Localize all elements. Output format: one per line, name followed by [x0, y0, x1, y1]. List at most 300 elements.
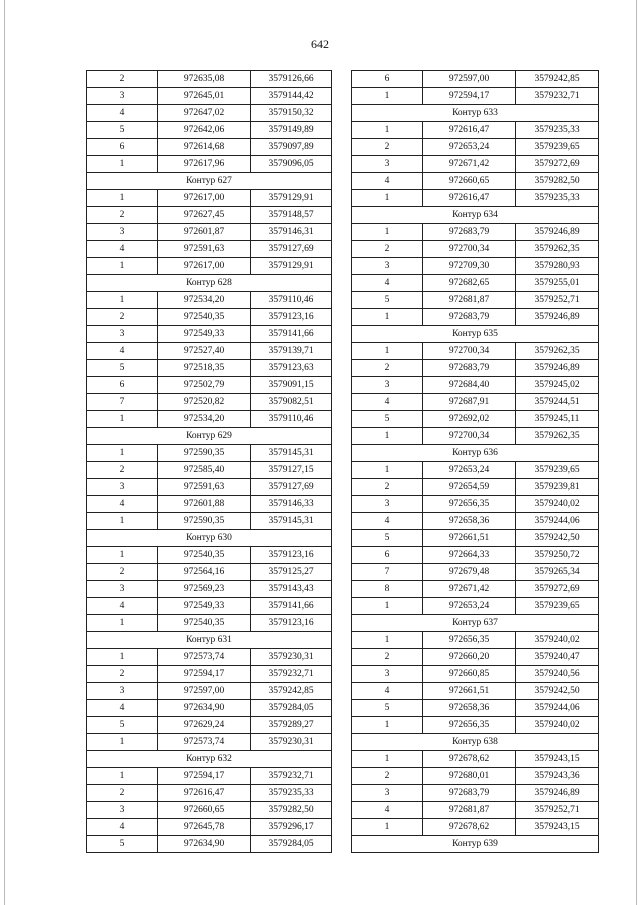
y-coordinate-cell: 3579150,32: [251, 105, 332, 122]
y-coordinate-cell: 3579246,89: [516, 785, 599, 802]
x-coordinate-cell: 972700,34: [423, 241, 516, 258]
x-coordinate-cell: 972709,30: [423, 258, 516, 275]
x-coordinate-cell: 972549,33: [158, 326, 251, 343]
point-number-cell: 2: [87, 666, 158, 683]
point-number-cell: 3: [352, 258, 423, 275]
table-row: [352, 241, 599, 258]
table-row: [352, 411, 599, 428]
y-coordinate-cell: 3579244,06: [516, 513, 599, 530]
table-row: [352, 360, 599, 377]
y-coordinate-cell: 3579242,50: [516, 530, 599, 547]
table-row: [87, 105, 332, 122]
x-coordinate-cell: 972591,63: [158, 241, 251, 258]
y-coordinate-cell: 3579125,27: [251, 564, 332, 581]
x-coordinate-cell: 972679,48: [423, 564, 516, 581]
x-coordinate-cell: 972684,40: [423, 377, 516, 394]
table-row: [352, 173, 599, 190]
point-number-cell: 5: [352, 292, 423, 309]
table-row: [352, 581, 599, 598]
point-number-cell: 1: [352, 819, 423, 836]
table-row: [87, 734, 332, 751]
x-coordinate-cell: 972616,47: [423, 122, 516, 139]
contour-title: Контур 630: [87, 530, 332, 547]
y-coordinate-cell: 3579246,89: [516, 224, 599, 241]
y-coordinate-cell: 3579289,27: [251, 717, 332, 734]
table-row: [87, 326, 332, 343]
table-row: [352, 530, 599, 547]
table-row: [352, 547, 599, 564]
y-coordinate-cell: 3579239,65: [516, 598, 599, 615]
point-number-cell: 3: [352, 156, 423, 173]
y-coordinate-cell: 3579243,15: [516, 751, 599, 768]
table-row: [87, 513, 332, 530]
point-number-cell: 2: [352, 649, 423, 666]
point-number-cell: 1: [352, 224, 423, 241]
point-number-cell: 1: [87, 547, 158, 564]
table-row: [87, 462, 332, 479]
point-number-cell: 5: [87, 360, 158, 377]
point-number-cell: 4: [352, 173, 423, 190]
table-row: [87, 241, 332, 258]
x-coordinate-cell: 972627,45: [158, 207, 251, 224]
x-coordinate-cell: 972601,87: [158, 224, 251, 241]
y-coordinate-cell: 3579245,11: [516, 411, 599, 428]
table-row: [87, 122, 332, 139]
contour-title: Контур 631: [87, 632, 332, 649]
table-row: [352, 717, 599, 734]
y-coordinate-cell: 3579230,31: [251, 734, 332, 751]
y-coordinate-cell: 3579240,02: [516, 632, 599, 649]
point-number-cell: 1: [352, 122, 423, 139]
contour-header-row: [352, 445, 599, 462]
x-coordinate-cell: 972601,88: [158, 496, 251, 513]
contour-header-row: [352, 105, 599, 122]
contour-title: Контур 632: [87, 751, 332, 768]
y-coordinate-cell: 3579235,33: [516, 122, 599, 139]
scan-edge-left: [4, 0, 5, 905]
x-coordinate-cell: 972520,82: [158, 394, 251, 411]
point-number-cell: 4: [87, 496, 158, 513]
point-number-cell: 1: [87, 445, 158, 462]
table-row: [87, 615, 332, 632]
point-number-cell: 1: [352, 88, 423, 105]
point-number-cell: 2: [352, 768, 423, 785]
x-coordinate-cell: 972678,62: [423, 751, 516, 768]
y-coordinate-cell: 3579262,35: [516, 428, 599, 445]
x-coordinate-cell: 972569,23: [158, 581, 251, 598]
table-row: [352, 275, 599, 292]
table-row: [352, 377, 599, 394]
x-coordinate-cell: 972642,06: [158, 122, 251, 139]
point-number-cell: 4: [87, 598, 158, 615]
table-row: [352, 122, 599, 139]
contour-title: Контур 633: [352, 105, 599, 122]
table-row: [352, 88, 599, 105]
x-coordinate-cell: 972653,24: [423, 139, 516, 156]
x-coordinate-cell: 972573,74: [158, 649, 251, 666]
point-number-cell: 3: [352, 785, 423, 802]
x-coordinate-cell: 972564,16: [158, 564, 251, 581]
point-number-cell: 6: [352, 71, 423, 88]
x-coordinate-cell: 972671,42: [423, 581, 516, 598]
y-coordinate-cell: 3579129,91: [251, 258, 332, 275]
contour-header-row: [352, 615, 599, 632]
y-coordinate-cell: 3579232,71: [251, 768, 332, 785]
contour-title: Контур 629: [87, 428, 332, 445]
point-number-cell: 1: [352, 343, 423, 360]
point-number-cell: 1: [87, 292, 158, 309]
table-row: [352, 700, 599, 717]
y-coordinate-cell: 3579123,16: [251, 615, 332, 632]
contour-header-row: [87, 428, 332, 445]
point-number-cell: 2: [87, 309, 158, 326]
y-coordinate-cell: 3579282,50: [516, 173, 599, 190]
table-row: [352, 598, 599, 615]
y-coordinate-cell: 3579082,51: [251, 394, 332, 411]
contour-header-row: [352, 734, 599, 751]
table-row: [87, 309, 332, 326]
y-coordinate-cell: 3579148,57: [251, 207, 332, 224]
table-row: [87, 768, 332, 785]
x-coordinate-cell: 972518,35: [158, 360, 251, 377]
table-row: [352, 513, 599, 530]
table-row: [87, 547, 332, 564]
x-coordinate-cell: 972617,00: [158, 190, 251, 207]
point-number-cell: 7: [352, 564, 423, 581]
y-coordinate-cell: 3579246,89: [516, 309, 599, 326]
y-coordinate-cell: 3579110,46: [251, 292, 332, 309]
x-coordinate-cell: 972645,78: [158, 819, 251, 836]
x-coordinate-cell: 972660,65: [423, 173, 516, 190]
x-coordinate-cell: 972534,20: [158, 292, 251, 309]
y-coordinate-cell: 3579239,65: [516, 139, 599, 156]
y-coordinate-cell: 3579242,85: [516, 71, 599, 88]
point-number-cell: 1: [352, 428, 423, 445]
point-number-cell: 4: [352, 275, 423, 292]
x-coordinate-cell: 972594,17: [158, 666, 251, 683]
point-number-cell: 3: [87, 802, 158, 819]
table-row: [352, 224, 599, 241]
y-coordinate-cell: 3579139,71: [251, 343, 332, 360]
y-coordinate-cell: 3579146,31: [251, 224, 332, 241]
point-number-cell: 2: [352, 241, 423, 258]
x-coordinate-cell: 972653,24: [423, 598, 516, 615]
table-row: [352, 462, 599, 479]
x-coordinate-cell: 972590,35: [158, 513, 251, 530]
point-number-cell: 1: [87, 768, 158, 785]
table-row: [87, 683, 332, 700]
point-number-cell: 3: [87, 683, 158, 700]
y-coordinate-cell: 3579262,35: [516, 343, 599, 360]
y-coordinate-cell: 3579240,02: [516, 496, 599, 513]
x-coordinate-cell: 972594,17: [423, 88, 516, 105]
x-coordinate-cell: 972661,51: [423, 530, 516, 547]
table-row: [87, 360, 332, 377]
point-number-cell: 3: [352, 666, 423, 683]
x-coordinate-cell: 972661,51: [423, 683, 516, 700]
x-coordinate-cell: 972573,74: [158, 734, 251, 751]
x-coordinate-cell: 972585,40: [158, 462, 251, 479]
x-coordinate-cell: 972682,65: [423, 275, 516, 292]
x-coordinate-cell: 972634,90: [158, 700, 251, 717]
point-number-cell: 4: [87, 819, 158, 836]
y-coordinate-cell: 3579091,15: [251, 377, 332, 394]
point-number-cell: 4: [87, 700, 158, 717]
point-number-cell: 5: [352, 530, 423, 547]
point-number-cell: 3: [87, 224, 158, 241]
point-number-cell: 1: [352, 598, 423, 615]
x-coordinate-cell: 972681,87: [423, 802, 516, 819]
point-number-cell: 1: [87, 615, 158, 632]
x-coordinate-cell: 972540,35: [158, 309, 251, 326]
table-row: [352, 394, 599, 411]
contour-title: Контур 628: [87, 275, 332, 292]
x-coordinate-cell: 972502,79: [158, 377, 251, 394]
table-row: [352, 768, 599, 785]
x-coordinate-cell: 972647,02: [158, 105, 251, 122]
y-coordinate-cell: 3579123,16: [251, 547, 332, 564]
table-row: [87, 292, 332, 309]
x-coordinate-cell: 972597,00: [158, 683, 251, 700]
x-coordinate-cell: 972540,35: [158, 547, 251, 564]
point-number-cell: 2: [87, 207, 158, 224]
left-column: [86, 70, 332, 853]
x-coordinate-cell: 972656,35: [423, 632, 516, 649]
y-coordinate-cell: 3579284,05: [251, 700, 332, 717]
point-number-cell: 3: [87, 326, 158, 343]
table-row: [87, 71, 332, 88]
table-row: [87, 581, 332, 598]
point-number-cell: 1: [87, 258, 158, 275]
contour-title: Контур 639: [352, 836, 599, 853]
table-row: [352, 190, 599, 207]
contour-header-row: [87, 632, 332, 649]
contour-title: Контур 638: [352, 734, 599, 751]
point-number-cell: 4: [87, 241, 158, 258]
x-coordinate-cell: 972683,79: [423, 785, 516, 802]
table-row: [87, 564, 332, 581]
y-coordinate-cell: 3579235,33: [516, 190, 599, 207]
x-coordinate-cell: 972656,35: [423, 496, 516, 513]
y-coordinate-cell: 3579145,31: [251, 445, 332, 462]
x-coordinate-cell: 972645,01: [158, 88, 251, 105]
x-coordinate-cell: 972683,79: [423, 360, 516, 377]
contour-title: Контур 627: [87, 173, 332, 190]
y-coordinate-cell: 3579239,81: [516, 479, 599, 496]
point-number-cell: 1: [352, 751, 423, 768]
table-row: [352, 292, 599, 309]
y-coordinate-cell: 3579123,63: [251, 360, 332, 377]
x-coordinate-cell: 972658,36: [423, 700, 516, 717]
x-coordinate-cell: 972700,34: [423, 428, 516, 445]
table-row: [352, 564, 599, 581]
table-row: [87, 190, 332, 207]
point-number-cell: 6: [87, 139, 158, 156]
point-number-cell: 4: [352, 802, 423, 819]
y-coordinate-cell: 3579282,50: [251, 802, 332, 819]
y-coordinate-cell: 3579240,56: [516, 666, 599, 683]
x-coordinate-cell: 972687,91: [423, 394, 516, 411]
y-coordinate-cell: 3579149,89: [251, 122, 332, 139]
y-coordinate-cell: 3579262,35: [516, 241, 599, 258]
y-coordinate-cell: 3579097,89: [251, 139, 332, 156]
point-number-cell: 1: [352, 632, 423, 649]
y-coordinate-cell: 3579141,66: [251, 598, 332, 615]
y-coordinate-cell: 3579123,16: [251, 309, 332, 326]
point-number-cell: 1: [87, 156, 158, 173]
x-coordinate-cell: 972658,36: [423, 513, 516, 530]
point-number-cell: 1: [87, 649, 158, 666]
x-coordinate-cell: 972591,63: [158, 479, 251, 496]
table-row: [87, 258, 332, 275]
x-coordinate-cell: 972534,20: [158, 411, 251, 428]
table-row: [352, 632, 599, 649]
y-coordinate-cell: 3579126,66: [251, 71, 332, 88]
table-row: [87, 666, 332, 683]
y-coordinate-cell: 3579230,31: [251, 649, 332, 666]
table-row: [87, 156, 332, 173]
y-coordinate-cell: 3579110,46: [251, 411, 332, 428]
table-row: [352, 683, 599, 700]
x-coordinate-cell: 972549,33: [158, 598, 251, 615]
y-coordinate-cell: 3579141,66: [251, 326, 332, 343]
table-row: [87, 496, 332, 513]
x-coordinate-cell: 972527,40: [158, 343, 251, 360]
contour-header-row: [87, 530, 332, 547]
table-row: [87, 819, 332, 836]
table-row: [87, 802, 332, 819]
right-column: [351, 70, 599, 853]
table-row: [87, 377, 332, 394]
table-row: [352, 666, 599, 683]
x-coordinate-cell: 972617,96: [158, 156, 251, 173]
table-row: [352, 309, 599, 326]
table-row: [352, 751, 599, 768]
x-coordinate-cell: 972678,62: [423, 819, 516, 836]
point-number-cell: 2: [87, 71, 158, 88]
point-number-cell: 5: [352, 700, 423, 717]
y-coordinate-cell: 3579235,33: [251, 785, 332, 802]
point-number-cell: 5: [352, 411, 423, 428]
y-coordinate-cell: 3579239,65: [516, 462, 599, 479]
table-row: [87, 139, 332, 156]
x-coordinate-cell: 972681,87: [423, 292, 516, 309]
contour-header-row: [87, 751, 332, 768]
y-coordinate-cell: 3579250,72: [516, 547, 599, 564]
point-number-cell: 2: [87, 785, 158, 802]
point-number-cell: 1: [87, 513, 158, 530]
point-number-cell: 2: [352, 360, 423, 377]
table-row: [352, 343, 599, 360]
y-coordinate-cell: 3579272,69: [516, 581, 599, 598]
point-number-cell: 3: [352, 377, 423, 394]
point-number-cell: 4: [352, 683, 423, 700]
point-number-cell: 2: [352, 139, 423, 156]
contour-title: Контур 635: [352, 326, 599, 343]
x-coordinate-cell: 972590,35: [158, 445, 251, 462]
point-number-cell: 7: [87, 394, 158, 411]
x-coordinate-cell: 972653,24: [423, 462, 516, 479]
point-number-cell: 3: [352, 496, 423, 513]
x-coordinate-cell: 972656,35: [423, 717, 516, 734]
y-coordinate-cell: 3579246,89: [516, 360, 599, 377]
point-number-cell: 1: [87, 734, 158, 751]
point-number-cell: 8: [352, 581, 423, 598]
table-row: [87, 479, 332, 496]
table-row: [352, 156, 599, 173]
y-coordinate-cell: 3579146,33: [251, 496, 332, 513]
table-row: [352, 819, 599, 836]
y-coordinate-cell: 3579245,02: [516, 377, 599, 394]
point-number-cell: 1: [352, 717, 423, 734]
point-number-cell: 3: [87, 88, 158, 105]
x-coordinate-cell: 972683,79: [423, 224, 516, 241]
y-coordinate-cell: 3579244,51: [516, 394, 599, 411]
contour-header-row: [87, 275, 332, 292]
point-number-cell: 2: [87, 564, 158, 581]
point-number-cell: 4: [352, 394, 423, 411]
x-coordinate-cell: 972660,65: [158, 802, 251, 819]
contour-header-row: [352, 326, 599, 343]
y-coordinate-cell: 3579127,15: [251, 462, 332, 479]
point-number-cell: 2: [352, 479, 423, 496]
table-row: [87, 88, 332, 105]
point-number-cell: 1: [352, 190, 423, 207]
x-coordinate-cell: 972664,33: [423, 547, 516, 564]
y-coordinate-cell: 3579280,93: [516, 258, 599, 275]
x-coordinate-cell: 972660,20: [423, 649, 516, 666]
point-number-cell: 1: [87, 190, 158, 207]
x-coordinate-cell: 972540,35: [158, 615, 251, 632]
point-number-cell: 4: [87, 105, 158, 122]
y-coordinate-cell: 3579242,85: [251, 683, 332, 700]
point-number-cell: 5: [87, 717, 158, 734]
y-coordinate-cell: 3579255,01: [516, 275, 599, 292]
table-row: [87, 411, 332, 428]
y-coordinate-cell: 3579240,47: [516, 649, 599, 666]
point-number-cell: 1: [87, 411, 158, 428]
x-coordinate-cell: 972629,24: [158, 717, 251, 734]
point-number-cell: 5: [87, 836, 158, 853]
y-coordinate-cell: 3579144,42: [251, 88, 332, 105]
point-number-cell: 4: [87, 343, 158, 360]
table-row: [87, 717, 332, 734]
table-row: [87, 598, 332, 615]
y-coordinate-cell: 3579145,31: [251, 513, 332, 530]
contour-header-row: [352, 207, 599, 224]
contour-title: Контур 636: [352, 445, 599, 462]
y-coordinate-cell: 3579296,17: [251, 819, 332, 836]
table-row: [352, 479, 599, 496]
x-coordinate-cell: 972616,47: [158, 785, 251, 802]
point-number-cell: 3: [87, 581, 158, 598]
table-row: [352, 802, 599, 819]
x-coordinate-cell: 972683,79: [423, 309, 516, 326]
x-coordinate-cell: 972692,02: [423, 411, 516, 428]
table-row: [352, 649, 599, 666]
page-number: 642: [311, 37, 329, 51]
table-row: [352, 428, 599, 445]
y-coordinate-cell: 3579127,69: [251, 479, 332, 496]
coordinates-table-right: [351, 70, 599, 853]
x-coordinate-cell: 972635,08: [158, 71, 251, 88]
point-number-cell: 5: [87, 122, 158, 139]
table-row: [87, 224, 332, 241]
contour-header-row: [352, 836, 599, 853]
contour-title: Контур 637: [352, 615, 599, 632]
table-row: [352, 785, 599, 802]
x-coordinate-cell: 972614,68: [158, 139, 251, 156]
